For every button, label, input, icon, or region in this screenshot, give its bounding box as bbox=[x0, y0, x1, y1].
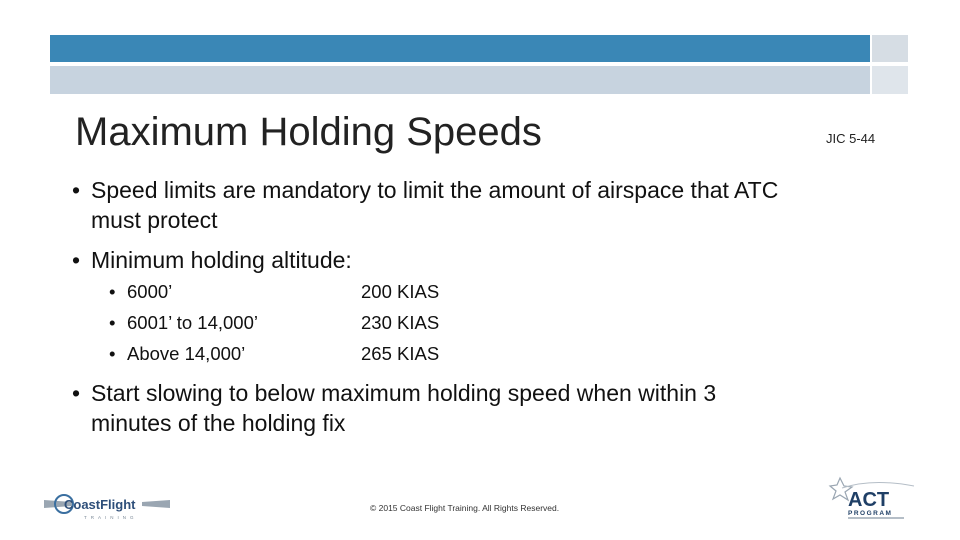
speed-row-1-altitude bbox=[109, 281, 172, 303]
act-program-logo bbox=[828, 476, 916, 522]
bullet-symbol: • bbox=[72, 380, 81, 406]
bullet-start-slowing bbox=[72, 378, 716, 438]
header-bar-light bbox=[50, 66, 870, 94]
speed-row-3-altitude bbox=[109, 343, 245, 365]
slide-title: Maximum Holding Speeds bbox=[75, 110, 542, 154]
coastflight-logo bbox=[42, 488, 172, 520]
altitude-value: Above 14,000’ bbox=[127, 343, 246, 364]
bullet-text: Minimum holding altitude: bbox=[91, 247, 352, 273]
bullet-text-line1: Start slowing to below maximum holding speed when within 3 bbox=[91, 380, 717, 406]
reference-label: JIC 5-44 bbox=[826, 131, 876, 146]
header-bar-dark-end bbox=[872, 35, 908, 62]
bullet-symbol: • bbox=[109, 281, 116, 302]
speed-row-2-altitude bbox=[109, 312, 258, 334]
logo-program-text: PROGRAM bbox=[848, 510, 893, 517]
bullet-text-line2: must protect bbox=[91, 207, 218, 233]
bullet-text-line2: minutes of the holding fix bbox=[91, 410, 346, 436]
speed-row-3-speed: 265 KIAS bbox=[361, 343, 440, 364]
altitude-value: 6000’ bbox=[127, 281, 173, 302]
header-bar-dark bbox=[50, 35, 870, 62]
bullet-symbol: • bbox=[109, 343, 116, 364]
altitude-value: 6001’ to 14,000’ bbox=[127, 312, 258, 333]
bullet-symbol: • bbox=[72, 177, 81, 203]
copyright-text: © 2015 Coast Flight Training. All Rights Reserved. bbox=[370, 503, 560, 513]
logo-sub-text: TRAINING bbox=[84, 515, 138, 520]
logo-main-text: CoastFlight bbox=[64, 497, 136, 512]
bullet-min-altitude bbox=[72, 245, 352, 275]
bullet-speed-limits bbox=[72, 175, 778, 235]
header-bar-light-end bbox=[872, 66, 908, 94]
logo-act-text: ACT bbox=[848, 489, 890, 511]
speed-row-2-speed: 230 KIAS bbox=[361, 312, 440, 333]
bullet-symbol: • bbox=[72, 247, 81, 273]
bullet-symbol: • bbox=[109, 312, 116, 333]
speed-row-1-speed: 200 KIAS bbox=[361, 281, 440, 302]
bullet-text-line1: Speed limits are mandatory to limit the amount of airspace that ATC bbox=[91, 177, 779, 203]
